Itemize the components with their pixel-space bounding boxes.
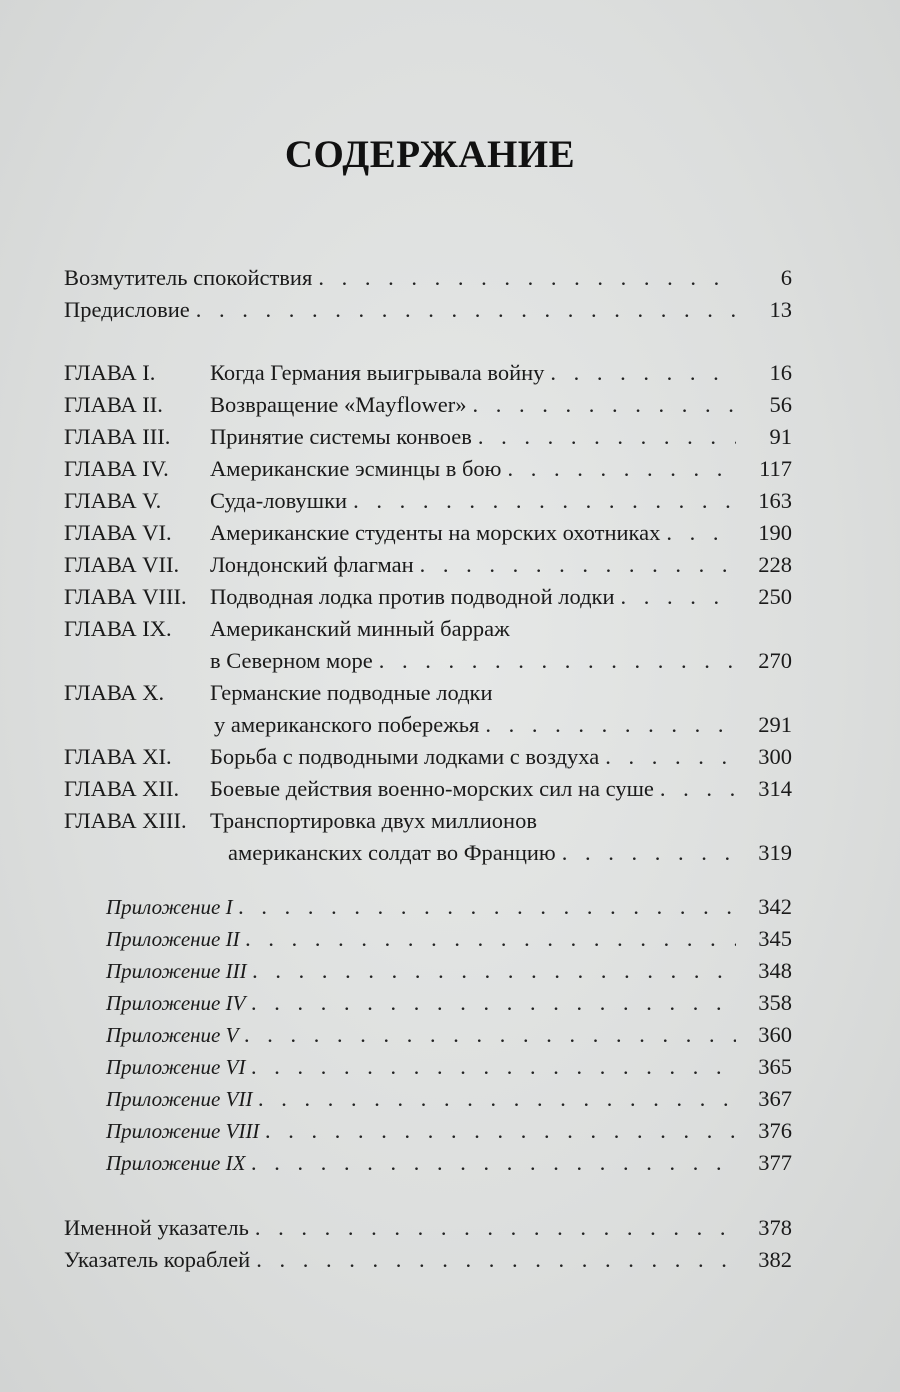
toc-entry [64,805,792,869]
dot-leader [250,1244,736,1276]
chapter-number: ГЛАВА X. [64,680,165,705]
page-number: 365 [758,1054,792,1079]
entry-title: Приложение VII [106,1087,253,1111]
entry-title: Американский минный барраж [210,616,510,641]
toc-entry [64,1212,792,1244]
dot-leader [472,421,736,453]
page-number: 348 [758,958,792,983]
toc-entry [64,613,792,677]
dot-leader [238,1019,736,1051]
dot-leader [544,357,736,389]
entry-title: Возмутитель спокойствия [64,265,313,290]
chapter-number: ГЛАВА V. [64,488,162,513]
toc-entry [64,389,792,421]
page-number: 270 [758,648,792,673]
entry-title: Предисловие [64,297,190,322]
dot-leader [614,581,736,613]
page-number: 16 [769,360,792,385]
page-number: 319 [758,840,792,865]
page-number: 367 [758,1086,792,1111]
toc-entry [64,773,792,805]
page-number: 190 [758,520,792,545]
dot-leader [312,262,736,294]
entry-title: Суда-ловушки [210,488,348,513]
dot-leader [466,389,736,421]
page-number: 163 [758,488,792,513]
toc-entry [64,421,792,453]
dot-leader [347,485,736,517]
entry-title: Возвращение «Mayflower» [210,392,467,417]
chapter-number: ГЛАВА VI. [64,520,172,545]
page-number: 250 [758,584,792,609]
dot-leader [654,773,736,805]
toc-entry [64,262,792,294]
page-number: 376 [758,1118,792,1143]
page-number: 378 [758,1215,792,1240]
entry-title: Лондонский флагман [210,552,414,577]
entry-title-continued: у американского побережья [214,712,480,737]
page-number: 300 [758,744,792,769]
chapter-number: ГЛАВА III. [64,424,171,449]
toc-entry-appendix [64,1115,792,1147]
dot-leader [245,1051,736,1083]
toc-entry-appendix [64,1083,792,1115]
entry-title: Приложение I [106,895,233,919]
chapter-number: ГЛАВА VII. [64,552,180,577]
dot-leader [252,1083,736,1115]
dot-leader [245,987,736,1019]
entry-title: Приложение IV [106,991,246,1015]
page-number: 358 [758,990,792,1015]
entry-title: Приложение II [106,927,240,951]
entry-title: Приложение III [106,959,247,983]
toc-entry-appendix [64,1147,792,1179]
chapter-number: ГЛАВА IX. [64,616,172,641]
toc-entry [64,549,792,581]
entry-title: Американские эсминцы в бою [210,456,502,481]
entry-title: Принятие системы конвоев [210,424,472,449]
toc-entry-appendix [64,1051,792,1083]
entry-title: Подводная лодка против подводной лодки [210,584,615,609]
entry-title: Именной указатель [64,1215,249,1240]
toc-entry-appendix [64,1019,792,1051]
toc-entry [64,741,792,773]
page-number: 360 [758,1022,792,1047]
dot-leader [414,549,736,581]
chapter-number: ГЛАВА XIII. [64,808,187,833]
page-title: СОДЕРЖАНИЕ [284,133,576,176]
page-number: 314 [758,776,792,801]
chapter-number: ГЛАВА XI. [64,744,172,769]
dot-leader [247,955,736,987]
entry-title: Транспортировка двух миллионов [210,808,537,833]
toc-entry [64,1244,792,1276]
entry-title: Указатель кораблей [64,1247,251,1272]
page-number: 56 [769,392,792,417]
page-number: 13 [769,297,792,322]
toc-entry [64,453,792,485]
toc-entry [64,677,792,741]
chapter-number: ГЛАВА VIII. [64,584,187,609]
dot-leader [373,645,736,677]
page-number: 117 [759,456,792,481]
entry-title: Боевые действия военно-морских сил на суше [210,776,654,801]
page-number: 6 [780,265,792,290]
dot-leader [245,1147,736,1179]
chapter-number: ГЛАВА II. [64,392,163,417]
dot-leader [660,517,736,549]
entry-title: Когда Германия выигрывала войну [210,360,545,385]
toc-entry [64,294,792,326]
table-of-contents [64,262,792,1276]
dot-leader [240,923,736,955]
entry-title-continued: в Северном море [210,648,373,673]
page-number: 91 [769,424,792,449]
dot-leader [479,709,736,741]
toc-entry [64,357,792,389]
dot-leader [556,837,736,869]
entry-title: Приложение IX [106,1151,246,1175]
chapter-number: ГЛАВА XII. [64,776,180,801]
page-number: 291 [758,712,792,737]
entry-title: Приложение V [106,1023,239,1047]
toc-entry-appendix [64,955,792,987]
toc-entry [64,485,792,517]
page-number: 377 [758,1150,792,1175]
entry-title: Приложение VI [106,1055,246,1079]
toc-entry [64,517,792,549]
dot-leader [259,1115,736,1147]
entry-title: Американские студенты на морских охотниках [210,520,661,545]
dot-leader [501,453,736,485]
page-number: 342 [758,894,792,919]
dot-leader [190,294,736,326]
toc-entry-appendix [64,987,792,1019]
entry-title: Германские подводные лодки [210,680,493,705]
page-number: 382 [758,1247,792,1272]
entry-title: Борьба с подводными лодками с воздуха [210,744,600,769]
toc-entry-appendix [64,923,792,955]
chapter-number: ГЛАВА IV. [64,456,169,481]
chapter-number: ГЛАВА I. [64,360,156,385]
dot-leader [249,1212,736,1244]
dot-leader [233,891,736,923]
toc-entry [64,581,792,613]
page-number: 345 [758,926,792,951]
entry-title-continued: американских солдат во Францию [228,840,556,865]
dot-leader [599,741,736,773]
toc-entry-appendix [64,891,792,923]
page-number: 228 [758,552,792,577]
entry-title: Приложение VIII [106,1119,260,1143]
